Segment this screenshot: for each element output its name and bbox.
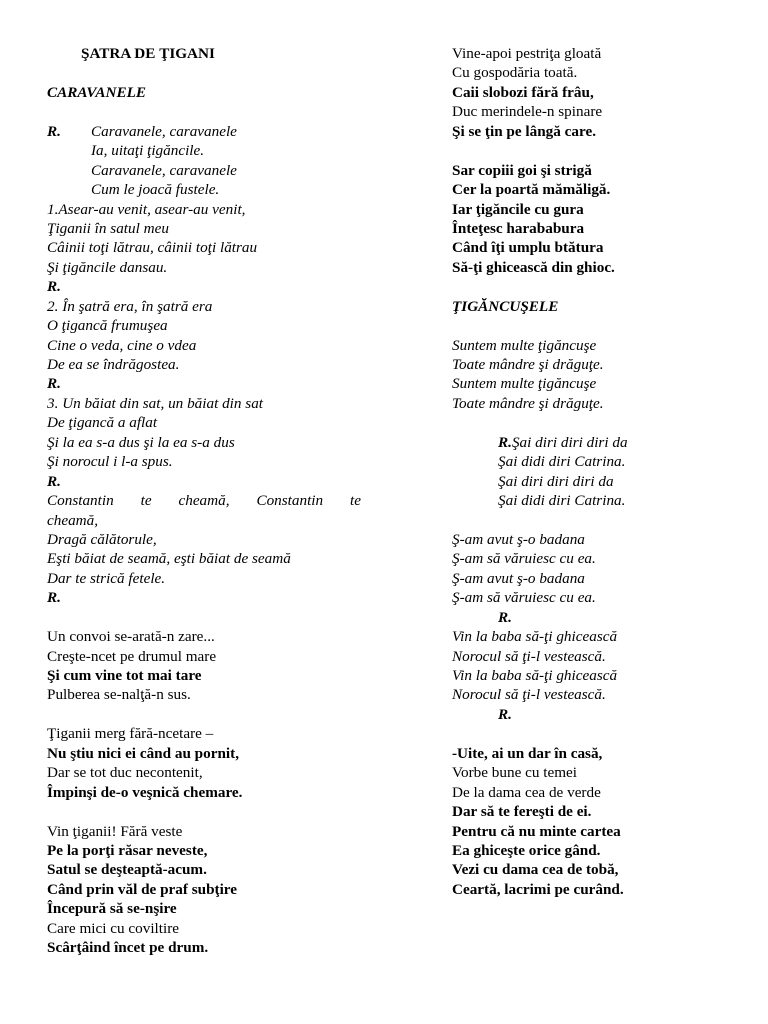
left-column bbox=[47, 44, 361, 958]
verse-line: De ţigancă a aflat bbox=[47, 414, 158, 432]
poem-line: Când îţi umplu btătura bbox=[452, 239, 604, 257]
refrain-marker: R. bbox=[47, 278, 61, 296]
poem-line: Împinşi de-o veşnică chemare. bbox=[47, 783, 243, 801]
verse-line: Şi norocul i l-a spus. bbox=[47, 453, 173, 471]
refrain-line: Şai didi diri Catrina. bbox=[498, 453, 626, 471]
poem-line: Şi se ţin pe lângă care. bbox=[452, 122, 596, 140]
verse-line: Ţiganii în satul meu bbox=[47, 219, 169, 237]
poem-line: Vorbe bune cu temei bbox=[452, 764, 577, 782]
poem-line: Dar să te fereşti de ei. bbox=[452, 803, 592, 821]
verse-line: Câinii toţi lătrau, câinii toţi lătrau bbox=[47, 239, 258, 257]
refrain-line: R.Şai diri diri diri da bbox=[498, 433, 628, 451]
refrain-line: Cum le joacă fustele. bbox=[91, 181, 220, 199]
verse-line: Vin la baba să-ţi ghicească bbox=[452, 628, 618, 646]
poem-line: Când prin văl de praf subţire bbox=[47, 880, 238, 898]
verse-line: Cine o veda, cine o vdea bbox=[47, 336, 197, 354]
verse-line: Ş-am avut ş-o badana bbox=[452, 530, 585, 548]
verse-line-justified: Constantin te cheamă, Constantin te bbox=[47, 492, 361, 510]
poem-line: Începură să se-nşire bbox=[47, 900, 177, 918]
poem-line: Creşte-ncet pe drumul mare bbox=[47, 647, 217, 665]
poem-line: Cu gospodăria toată. bbox=[452, 64, 578, 82]
poem-line: Care mici cu coviltire bbox=[47, 919, 179, 937]
refrain-marker: R. bbox=[47, 589, 61, 607]
poem-line: Înteţesc harababura bbox=[452, 219, 585, 237]
poem-line: -Uite, ai un dar în casă, bbox=[452, 744, 603, 762]
poem-line: Ea ghiceşte orice gând. bbox=[452, 841, 601, 859]
refrain-marker: R. bbox=[498, 608, 512, 626]
verse-line: O ţigancă frumuşea bbox=[47, 317, 168, 335]
verse-line: 3. Un băiat din sat, un băiat din sat bbox=[47, 394, 264, 412]
poem-line: Nu ştiu nici ei când au pornit, bbox=[47, 744, 239, 762]
poem-line: Un convoi se-arată-n zare... bbox=[47, 628, 215, 646]
poem-line: De la dama cea de verde bbox=[452, 783, 601, 801]
verse-line: Şi la ea s-a dus şi la ea s-a dus bbox=[47, 433, 235, 451]
poem-line: Să-ţi ghicească din ghioc. bbox=[452, 258, 615, 276]
verse-line: Eşti băiat de seamă, eşti băiat de seamă bbox=[47, 550, 291, 568]
poem-line: Vin ţiganii! Fără veste bbox=[47, 822, 183, 840]
section-heading-tigancusele: ŢIGĂNCUŞELE bbox=[452, 297, 559, 315]
verse-line: Ş-am să văruiesc cu ea. bbox=[452, 550, 596, 568]
poem-line: Pentru că nu minte cartea bbox=[452, 822, 621, 840]
poem-line: Ţiganii merg fără-ncetare – bbox=[47, 725, 214, 743]
poem-line: Iar ţigăncile cu gura bbox=[452, 200, 584, 218]
poem-line: Vine-apoi pestriţa gloată bbox=[452, 45, 602, 62]
verse-line: Norocul să ţi-l vestească. bbox=[452, 686, 606, 704]
verse-line: Dar te strică fetele. bbox=[47, 569, 166, 587]
poem-line: Pe la porţi răsar neveste, bbox=[47, 841, 208, 859]
poem-line: Pulberea se-nalţă-n sus. bbox=[47, 686, 191, 704]
right-column bbox=[452, 44, 672, 899]
verse-line: Ş-am să văruiesc cu ea. bbox=[452, 589, 596, 607]
poem-line: Caii slobozi fără frâu, bbox=[452, 83, 594, 101]
verse-line: 2. În şatră era, în şatră era bbox=[47, 297, 213, 315]
verse-line: 1.Asear-au venit, asear-au venit, bbox=[47, 200, 246, 218]
verse-line: Dragă călătorule, bbox=[47, 530, 157, 548]
verse-line: Suntem multe ţigăncuşe bbox=[452, 375, 597, 393]
refrain-line: Şai didi diri Catrina. bbox=[498, 492, 626, 510]
refrain-marker: R. bbox=[47, 375, 61, 393]
poem-line: Sar copiii goi şi strigă bbox=[452, 161, 592, 179]
poem-line: Scârţâind încet pe drum. bbox=[47, 939, 209, 957]
refrain-line: Şai diri diri diri da bbox=[498, 472, 614, 490]
verse-line: Şi ţigăncile dansau. bbox=[47, 258, 168, 276]
refrain-line: R. Caravanele, caravanele bbox=[47, 122, 237, 140]
poem-line: Dar se tot duc necontenit, bbox=[47, 764, 203, 782]
refrain-marker: R. bbox=[47, 472, 61, 490]
verse-line: Suntem multe ţigăncuşe bbox=[452, 336, 597, 354]
page-title: ŞATRA DE ŢIGANI bbox=[81, 45, 215, 62]
poem-line: Cer la poartă mămăligă. bbox=[452, 181, 611, 199]
verse-line: Toate mândre şi drăguţe. bbox=[452, 356, 604, 373]
verse-line: Ş-am avut ş-o badana bbox=[452, 569, 585, 587]
verse-line: Vin la baba să-ţi ghicească bbox=[452, 667, 618, 684]
poem-line: Vezi cu dama cea de tobă, bbox=[452, 861, 619, 879]
section-heading-caravanele: CARAVANELE bbox=[47, 83, 147, 101]
poem-line: Şi cum vine tot mai tare bbox=[47, 667, 202, 684]
poem-line: Ceartă, lacrimi pe curând. bbox=[452, 880, 624, 898]
refrain-marker: R. bbox=[47, 122, 61, 140]
verse-line: De ea se îndrăgostea. bbox=[47, 356, 180, 373]
verse-line: cheamă, bbox=[47, 511, 99, 529]
poem-line: Satul se deşteaptă-acum. bbox=[47, 861, 207, 879]
verse-line: Norocul să ţi-l vestească. bbox=[452, 647, 606, 665]
verse-line: Toate mândre şi drăguţe. bbox=[452, 394, 604, 412]
poem-line: Duc merindele-n spinare bbox=[452, 103, 603, 121]
refrain-marker: R. bbox=[498, 705, 512, 723]
refrain-line: Caravanele, caravanele bbox=[91, 161, 237, 179]
refrain-marker: R. bbox=[498, 433, 512, 451]
refrain-line: Ia, uitaţi ţigăncile. bbox=[91, 142, 205, 160]
